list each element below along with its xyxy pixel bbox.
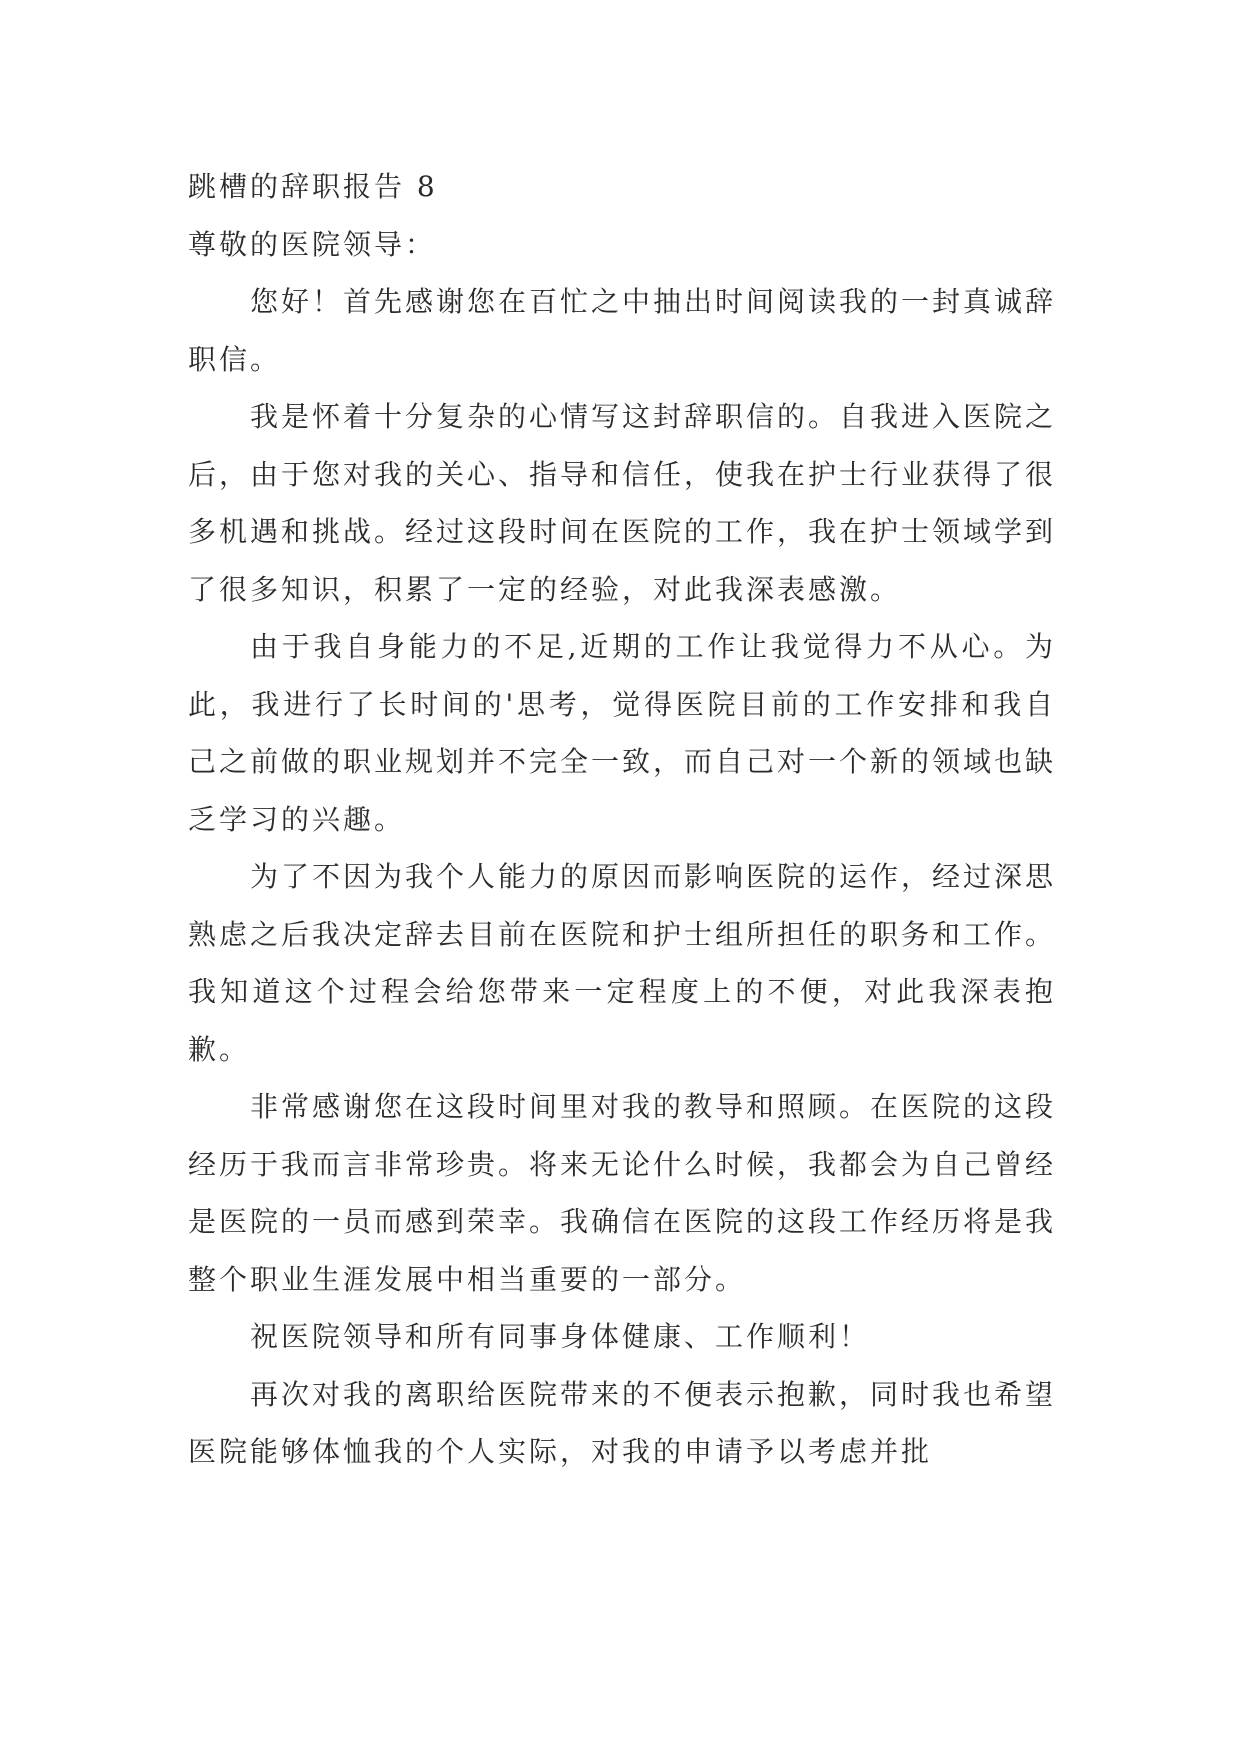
document-body	[188, 158, 1056, 1481]
document-title: 跳槽的辞职报告 8	[188, 170, 438, 203]
paragraph-wishes: 祝医院领导和所有同事身体健康、工作顺利！	[250, 1320, 871, 1353]
paragraph-greeting: 您好！首先感谢您在百忙之中抽出时间阅读我的一封真诚辞职信。	[188, 285, 1057, 376]
paragraph-gratitude: 非常感谢您在这段时间里对我的教导和照顾。在医院的这段经历于我而言非常珍贵。将来无论什么时候，我都会为自己曾经是医院的一员而感到荣幸。我确信在医院的这段工作经历将是我整个职业生涯发展中相当重要的一部分。	[188, 1090, 1057, 1296]
paragraph-background: 我是怀着十分复杂的心情写这封辞职信的。自我进入医院之后，由于您对我的关心、指导和信任，使我在护士行业获得了很多机遇和挑战。经过这段时间在医院的工作，我在护士领域学到了很多知识，积累了一定的经验，对此我深表感激。	[188, 400, 1057, 606]
salutation: 尊敬的医院领导：	[188, 227, 437, 261]
paragraph-decision: 为了不因为我个人能力的原因而影响医院的运作，经过深思熟虑之后我决定辞去目前在医院和护士组所担任的职务和工作。我知道这个过程会给您带来一定程度上的不便，对此我深表抱歉。	[188, 860, 1057, 1066]
paragraph-reason: 由于我自身能力的不足,近期的工作让我觉得力不从心。为此，我进行了长时间的'思考，觉得医院目前的工作安排和我自己之前做的职业规划并不完全一致，而自己对一个新的领域也缺乏学习的兴趣。	[188, 630, 1057, 836]
paragraph-closing: 再次对我的离职给医院带来的不便表示抱歉，同时我也希望医院能够体恤我的个人实际，对我的申请予以考虑并批	[188, 1377, 1057, 1468]
